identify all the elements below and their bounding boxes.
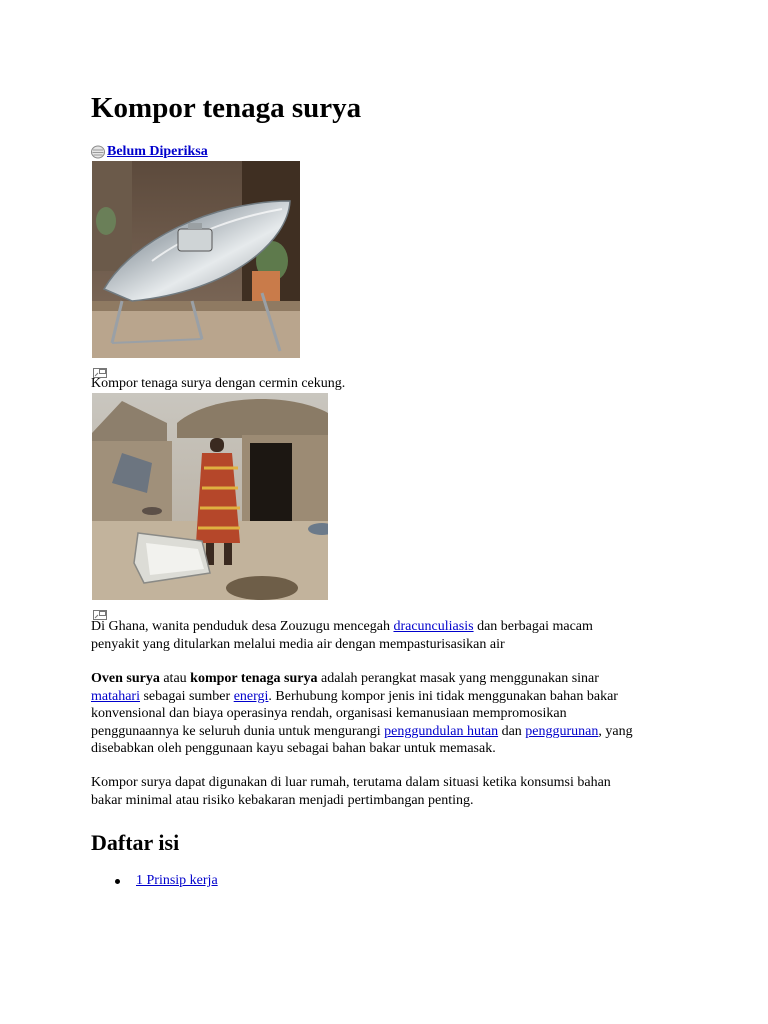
- link-matahari[interactable]: matahari: [91, 688, 140, 704]
- toc-link-prinsip-kerja[interactable]: 1 Prinsip kerja: [136, 873, 218, 888]
- solar-cooker-photo: [92, 161, 300, 358]
- text: . Berhubung kompor jenis ini tidak menggunakan bahan bakar: [268, 688, 618, 704]
- review-status-icon: [91, 145, 105, 159]
- ghana-village-photo: [92, 393, 328, 600]
- text: bakar minimal atau risiko kebakaran menjadi pertimbangan penting.: [91, 792, 474, 808]
- review-status-link[interactable]: Belum Diperiksa: [107, 144, 208, 159]
- enlarge-icon[interactable]: [93, 607, 107, 617]
- link-energi[interactable]: energi: [233, 688, 269, 704]
- text: disebabkan oleh penggunaan kayu sebagai bahan bakar untuk memasak.: [91, 741, 496, 756]
- page-title: Kompor tenaga surya: [91, 92, 362, 124]
- text: sebagai sumber: [139, 688, 234, 704]
- link-dracunculiasis[interactable]: dracunculiasis: [393, 619, 474, 634]
- toc-item: [91, 872, 218, 890]
- bold-term: kompor tenaga surya: [190, 671, 318, 686]
- link-penggurunan[interactable]: penggurunan: [525, 723, 599, 739]
- text: , yang: [598, 723, 633, 739]
- text: atau: [159, 671, 191, 686]
- bold-term: Oven surya: [91, 671, 160, 686]
- text: Kompor surya dapat digunakan di luar rumah, terutama dalam situasi ketika konsumsi bahan: [91, 775, 611, 790]
- caption-text: dan berbagai macam: [473, 619, 593, 634]
- text: penggunaannya ke seluruh dunia untuk mengurangi: [91, 723, 385, 739]
- review-badge: [91, 142, 208, 162]
- text: adalah perangkat masak yang menggunakan sinar: [317, 671, 599, 686]
- intro-paragraph: [91, 670, 691, 758]
- toc-heading: Daftar isi: [91, 830, 180, 855]
- usage-paragraph: [91, 774, 691, 809]
- figure-caption: Kompor tenaga surya dengan cermin cekung.: [91, 376, 346, 391]
- text: konvensional dan biaya operasinya rendah, organisasi kemanusiaan mempromosikan: [91, 706, 567, 721]
- caption-text: Di Ghana, wanita penduduk desa Zouzugu mencegah: [91, 619, 394, 634]
- figure-caption-ghana: [91, 618, 593, 653]
- link-penggundulan-hutan[interactable]: penggundulan hutan: [384, 723, 499, 739]
- caption-text: penyakit yang ditularkan melalui media air dengan mempasturisasikan air: [91, 636, 505, 652]
- text: dan: [498, 723, 526, 739]
- table-of-contents: [91, 872, 218, 890]
- enlarge-icon[interactable]: [93, 365, 107, 375]
